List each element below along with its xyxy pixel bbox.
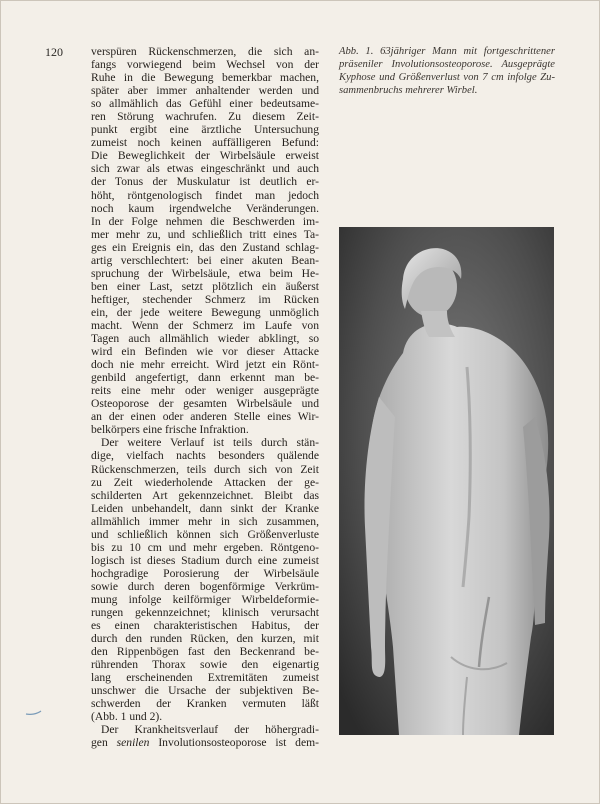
caption-line: sammenbruchs mehrerer Wirbel. [339, 85, 478, 96]
body-line: Tagen auch allmählich wieder abklingt, so [91, 332, 319, 346]
body-text-column [91, 45, 319, 750]
body-line: zu Zeit wiederholende Attacken der ge- [91, 475, 319, 489]
body-line: verspüren Rückenschmerzen, die sich an- [91, 45, 319, 58]
body-line: ren Störung wachrufen. Zu diesem Zeit- [91, 110, 319, 124]
body-line: Osteoporose der gesamten Wirbelsäule und [91, 397, 319, 411]
body-line: spruchung der Wirbelsäule, etwa beim He- [91, 266, 319, 280]
body-line: Ruhe in die Bewegung bemerkbar machen, [91, 71, 319, 85]
body-line: doch nie mehr erreicht. Wird jetzt ein Rönt- [91, 358, 319, 372]
body-line: zumeist noch keinen auffälligeren Befund: [91, 136, 319, 150]
body-line: der Tonus der Muskulatur ist deutlich er- [91, 175, 319, 189]
body-line: Der Krankheitsverlauf der höhergradi- [101, 723, 319, 737]
body-line: belkörpers eine frische Infraktion. [91, 423, 249, 437]
patient-photo-illustration [339, 227, 554, 735]
body-line: Die Beweglichkeit der Wirbelsäule erweist [91, 149, 319, 163]
body-line-final [91, 736, 319, 749]
body-line: artig verschlechtert: bei einer akuten Bean- [91, 253, 319, 267]
body-line: Rückenschmerzen, teils durch sich von Zeit [91, 462, 319, 476]
body-line: noch kaum irgendwelche Veränderungen. [91, 201, 319, 215]
body-line: mer mehr zu, und schließlich tritt eines Ta- [91, 227, 319, 241]
body-line: ben einer Last, setzt plötzlich ein äußerst [91, 279, 319, 293]
body-line: logisch ist dieses Stadium durch eine zumeist [91, 553, 319, 567]
body-line: dige, vielfach nachts besonders quälende [91, 449, 319, 463]
body-line: ein, der jede weitere Bewegung unmöglich [91, 305, 319, 319]
final-line-suffix: Involutionsosteoporose ist dem- [149, 736, 320, 750]
body-line: heftiger, stechender Schmerz im Rücken [91, 292, 319, 306]
body-line: unschwer die Ursache der subjektiven Be- [91, 684, 319, 698]
body-line: fangs vorwiegend beim Wechsel von der [91, 58, 319, 72]
caption-line: präseniler Involutionsosteoporose. Ausgeprägte [339, 59, 555, 70]
body-line: genbild angefertigt, dann erkennt man be- [91, 371, 319, 385]
body-line: allmählich immer mehr in sich zusammen, [91, 514, 319, 528]
body-line: Leiden unbehandelt, dann sinkt der Kranke [91, 501, 319, 515]
figure-caption [339, 45, 555, 97]
body-line: Der weitere Verlauf ist teils durch stän- [101, 436, 319, 450]
caption-line: Kyphose und Größenverlust von 7 cm infolge Zu- [339, 72, 555, 83]
body-line: den Rippenbögen fast den Beckenrand be- [91, 645, 319, 659]
pencil-mark-decoration [25, 708, 43, 716]
body-line: lang erscheinenden Extremitäten zumeist [91, 671, 319, 685]
body-line: schwerden der Kranken vermuten läßt [91, 697, 319, 711]
body-line: wird ein Befinden wie vor dieser Attacke [91, 345, 319, 359]
body-line: macht. Wenn der Schmerz im Laufe von [91, 318, 319, 332]
body-line: schilderten Art gekennzeichnet. Bleibt das [91, 488, 319, 502]
body-line: höht, röntgenologisch findet man jedoch [91, 188, 319, 202]
body-line: durch den runden Rücken, den kurzen, mit [91, 632, 319, 646]
body-line: sowie durch deren bogenförmige Verkrüm- [91, 579, 319, 593]
body-line: sich zwar als etwas eingeschränkt und auch [91, 162, 319, 176]
body-line: hochgradige Porosierung der Wirbelsäule [91, 566, 319, 580]
final-line-italic: senilen [116, 736, 150, 750]
final-line-prefix: gen [91, 736, 117, 750]
body-line: später aber immer anhaltender werden und [91, 84, 319, 98]
figure-photo [339, 227, 554, 735]
body-line: und schließlich können sich Größenverluste [91, 527, 319, 541]
body-line: mung infolge keilförmiger Wirbeldeformie- [91, 592, 319, 606]
body-line: punkt ergibt eine ärztliche Untersuchung [91, 123, 319, 137]
body-line: reits eine mehr oder weniger ausgeprägte [91, 384, 319, 398]
body-line: (Abb. 1 und 2). [91, 710, 163, 724]
page-number: 120 [45, 45, 63, 59]
body-line: es einen charakteristischen Habitus, der [91, 619, 319, 633]
body-line: rührenden Thorax sowie den eigenartig [91, 658, 319, 672]
body-line: so allmählich das Gefühl einer bedeutsame- [91, 97, 319, 111]
body-line: bis zu 10 cm und mehr ergeben. Röntgeno- [91, 540, 319, 554]
body-line: an der einen oder anderen Stelle eines Wir- [91, 410, 319, 424]
caption-line: Abb. 1. 63jähriger Mann mit fortgeschrittener [339, 46, 555, 57]
body-line: rungen gekennzeichnet; klinisch verursacht [91, 606, 319, 620]
body-line: In der Folge nehmen die Beschwerden im- [91, 214, 319, 228]
body-line: ges ein Ereignis ein, das den Zustand schlag- [91, 240, 319, 254]
